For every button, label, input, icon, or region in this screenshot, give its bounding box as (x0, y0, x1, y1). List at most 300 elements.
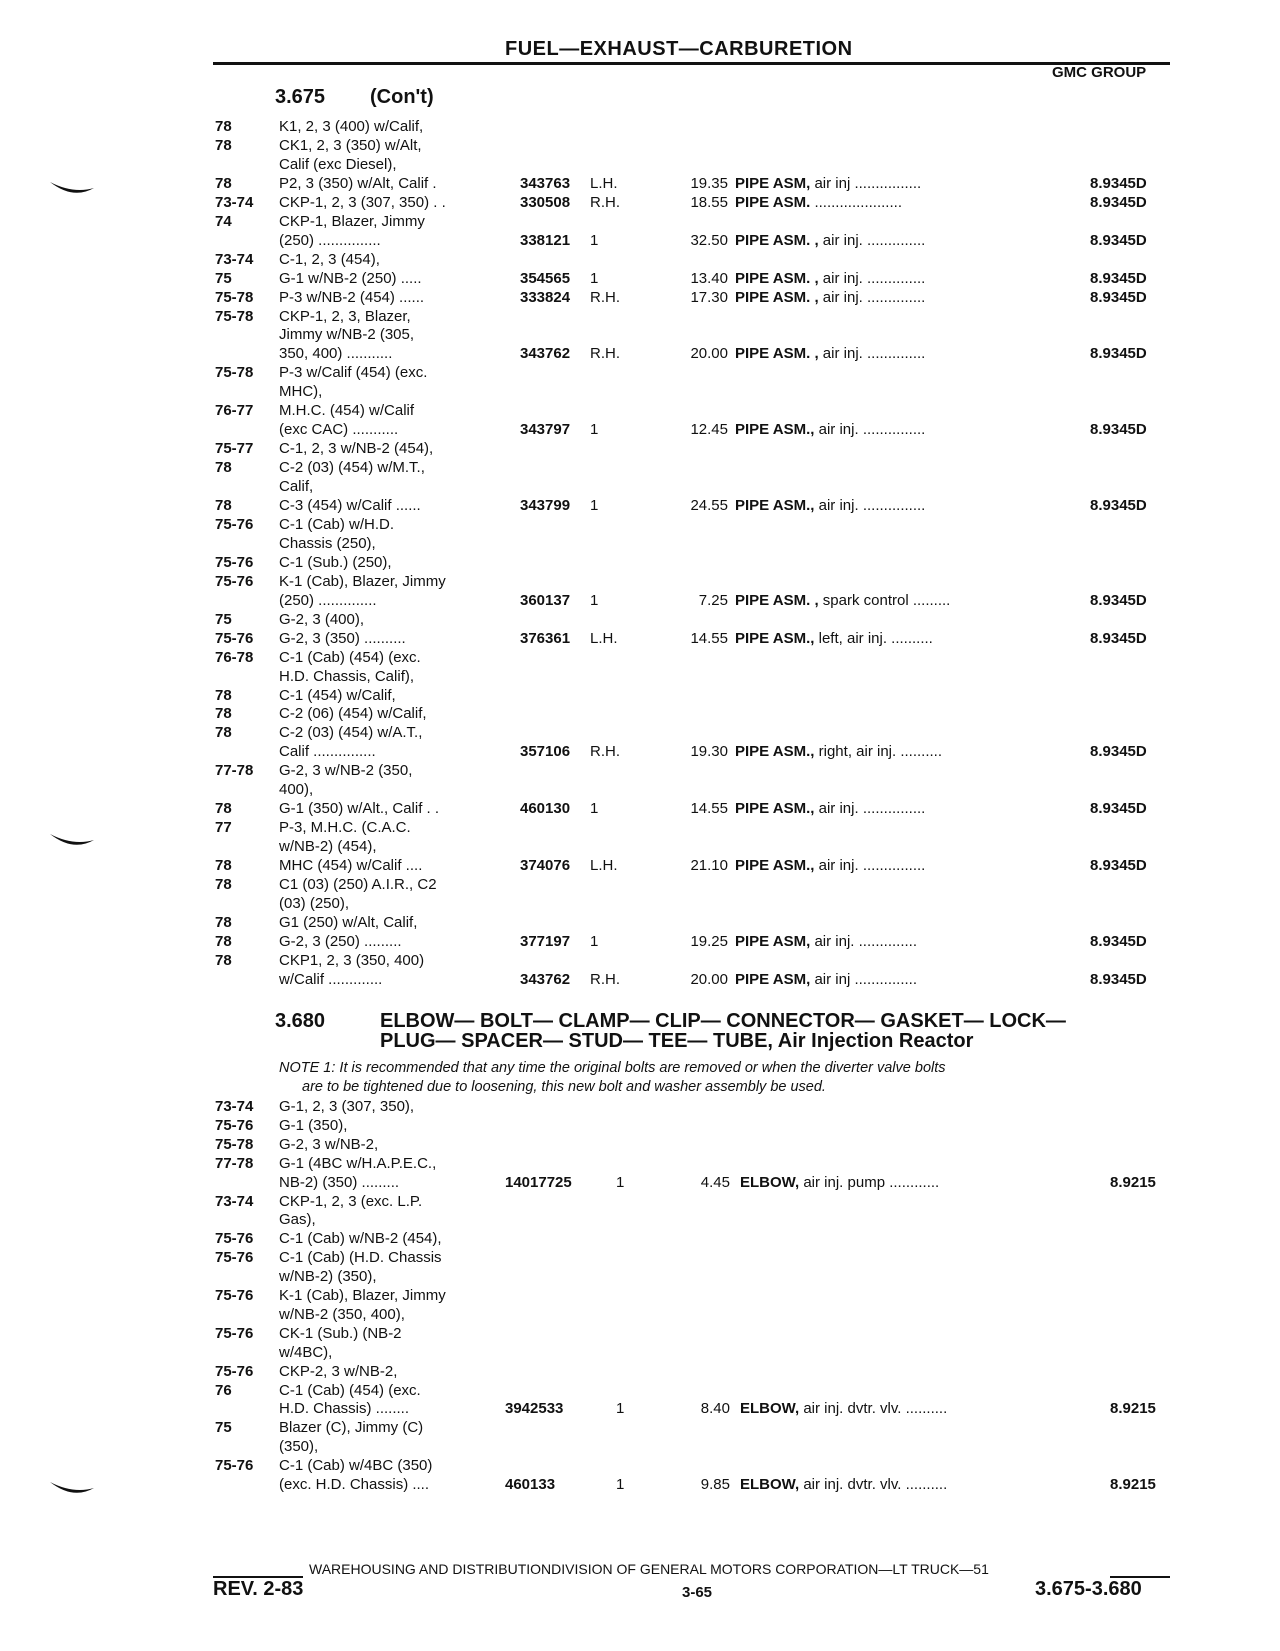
model-description: CKP-1, 2, 3 (exc. L.P. (279, 1192, 423, 1210)
model-description: P-3 w/Calif (454) (exc. (279, 364, 428, 382)
model-description: CKP-1, 2, 3 (307, 350) . . (279, 193, 446, 211)
model-description: P-3, M.H.C. (C.A.C. (279, 819, 411, 837)
catalog-row (0, 819, 1280, 839)
catalog-row (0, 1476, 1280, 1496)
part-description (735, 270, 925, 287)
part-detail: air inj. .............. (810, 932, 917, 950)
model-description: (exc CAC) ........... (279, 421, 399, 439)
model-description: G-2, 3 w/NB-2, (279, 1135, 379, 1153)
catalog-row (0, 251, 1280, 271)
part-price: 14.55 (690, 800, 728, 818)
part-quantity: 1 (590, 932, 599, 950)
part-description (735, 232, 925, 249)
catalog-row (0, 1098, 1280, 1118)
part-price: 7.25 (698, 591, 728, 609)
part-price: 21.10 (690, 857, 728, 875)
catalog-row (0, 497, 1280, 517)
part-description (735, 175, 921, 192)
model-year: 75-78 (215, 364, 254, 382)
group-code: 8.9345D (1090, 629, 1147, 647)
catalog-row (0, 1419, 1280, 1439)
catalog-row (0, 1363, 1280, 1383)
group-code: 8.9215 (1110, 1400, 1156, 1418)
footer-division: WAREHOUSING AND DISTRIBUTIONDIVISION OF GENERAL MOTORS CORPORATION—LT TRUCK—51 (309, 1561, 989, 1577)
model-year: 75-78 (215, 1135, 254, 1153)
model-year: 73-74 (215, 250, 254, 268)
model-description: (250) .............. (279, 591, 377, 609)
part-quantity: 1 (590, 497, 599, 514)
model-description: Blazer (C), Jimmy (C) (279, 1419, 424, 1437)
catalog-row (0, 137, 1280, 157)
part-name: PIPE ASM. (735, 193, 811, 211)
catalog-row (0, 1287, 1280, 1307)
part-price: 19.35 (690, 174, 728, 192)
part-number: 360137 (520, 591, 571, 609)
part-price: 19.25 (690, 932, 728, 950)
model-year: 78 (215, 951, 232, 969)
part-detail: air inj. ............... (814, 421, 926, 439)
group-code: 8.9345D (1090, 193, 1147, 211)
part-number: 460130 (520, 800, 571, 818)
model-description: CKP-1, 2, 3, Blazer, (279, 307, 411, 325)
part-price: 24.55 (690, 497, 728, 514)
part-quantity: 1 (590, 800, 599, 818)
model-year: 78 (215, 913, 232, 931)
model-year: 78 (215, 686, 232, 704)
catalog-row (0, 402, 1280, 422)
footer-revision: REV. 2-83 (213, 1578, 304, 1600)
part-quantity: R.H. (590, 743, 620, 761)
model-year: 75-76 (215, 1457, 254, 1475)
model-description: G1 (250) w/Alt, Calif, (279, 913, 418, 931)
part-name: PIPE ASM, (735, 932, 811, 950)
binder-mark (48, 830, 98, 852)
part-price: 17.30 (690, 288, 728, 306)
catalog-row (0, 705, 1280, 725)
group-code: 8.9215 (1110, 1476, 1156, 1493)
model-year: 76-78 (215, 648, 254, 666)
part-name: PIPE ASM. , (735, 591, 819, 609)
model-description: G-2, 3 w/NB-2 (350, (279, 762, 413, 780)
part-detail: air inj ................ (810, 174, 922, 192)
part-name: PIPE ASM., (735, 421, 815, 439)
part-quantity: L.H. (590, 174, 618, 192)
part-description (735, 743, 942, 760)
catalog-row (0, 308, 1280, 328)
model-description: w/NB-2) (350), (279, 1268, 377, 1286)
note-line-1: NOTE 1: It is recommended that any time the original bolts are removed or when the diverter valve bolts (279, 1060, 946, 1076)
part-number: 14017725 (505, 1173, 572, 1191)
part-detail: air inj. .............. (818, 231, 926, 249)
model-description: G-1, 2, 3 (307, 350), (279, 1098, 415, 1115)
model-description: w/NB-2) (454), (279, 838, 377, 856)
model-year: 78 (215, 459, 232, 477)
model-year: 78 (215, 136, 232, 154)
catalog-row (0, 1306, 1280, 1326)
model-year: 78 (215, 932, 232, 950)
group-code: 8.9345D (1090, 345, 1147, 363)
model-year: 74 (215, 212, 232, 230)
part-quantity: 1 (616, 1173, 625, 1191)
group-code: 8.9345D (1090, 970, 1147, 988)
part-quantity: L.H. (590, 629, 618, 647)
catalog-row (0, 857, 1280, 877)
binder-mark (48, 178, 98, 200)
part-number: 338121 (520, 231, 571, 249)
model-description: w/Calif ............. (279, 970, 383, 988)
catalog-row (0, 1382, 1280, 1402)
part-description (735, 194, 902, 211)
model-description: C-3 (454) w/Calif ...... (279, 497, 421, 514)
catalog-row (0, 1268, 1280, 1288)
catalog-row (0, 289, 1280, 309)
part-detail: ..................... (810, 193, 902, 211)
part-price: 18.55 (690, 193, 728, 211)
group-code: 8.9345D (1090, 174, 1147, 192)
catalog-row (0, 1344, 1280, 1364)
part-number: 377197 (520, 932, 571, 950)
catalog-row (0, 762, 1280, 782)
model-year: 78 (215, 876, 232, 893)
part-name: PIPE ASM., (735, 800, 815, 818)
part-quantity: R.H. (590, 193, 620, 211)
model-year: 75-78 (215, 288, 254, 306)
group-code: 8.9345D (1090, 497, 1147, 514)
part-name: ELBOW, (740, 1476, 800, 1493)
part-quantity: R.H. (590, 288, 620, 306)
part-name: ELBOW, (740, 1173, 800, 1191)
catalog-row (0, 971, 1280, 991)
catalog-row (0, 668, 1280, 688)
model-description: MHC (454) w/Calif .... (279, 857, 423, 875)
model-description: C-2 (03) (454) w/M.T., (279, 459, 425, 477)
model-year: 75-76 (215, 1230, 254, 1248)
part-quantity: L.H. (590, 857, 618, 875)
model-description: Gas), (279, 1211, 316, 1229)
model-description: Calif, (279, 478, 314, 496)
model-description: (250) ............... (279, 231, 381, 249)
part-number: 354565 (520, 269, 571, 287)
catalog-row (0, 1155, 1280, 1175)
catalog-row (0, 649, 1280, 669)
model-year: 75-76 (215, 572, 254, 590)
model-description: C-1 (Cab) (454) (exc. (279, 648, 421, 666)
catalog-row (0, 118, 1280, 138)
part-number: 333824 (520, 288, 571, 306)
part-detail: right, air inj. .......... (814, 743, 943, 761)
catalog-row (0, 459, 1280, 479)
part-price: 32.50 (690, 231, 728, 249)
model-description: H.D. Chassis) ........ (279, 1400, 410, 1418)
model-description: Calif (exc Diesel), (279, 155, 397, 173)
part-name: PIPE ASM. , (735, 269, 819, 287)
group-code: 8.9345D (1090, 288, 1147, 306)
part-name: PIPE ASM., (735, 857, 815, 875)
part-description (735, 289, 925, 306)
model-year: 73-74 (215, 193, 254, 211)
catalog-row (0, 630, 1280, 650)
model-year: 76 (215, 1381, 232, 1399)
part-name: PIPE ASM. , (735, 345, 819, 363)
model-description: C-1 (Cab) w/4BC (350) (279, 1457, 433, 1475)
part-detail: air inj. pump ............ (799, 1173, 940, 1191)
part-description (735, 345, 925, 362)
binder-mark (48, 1478, 98, 1500)
model-year: 75-76 (215, 1116, 254, 1134)
model-description: K-1 (Cab), Blazer, Jimmy (279, 1287, 446, 1304)
part-price: 19.30 (690, 743, 728, 761)
catalog-row (0, 743, 1280, 763)
catalog-row (0, 914, 1280, 934)
model-year: 75-76 (215, 1362, 254, 1380)
part-price: 20.00 (690, 970, 728, 988)
catalog-row (0, 1438, 1280, 1458)
model-year: 77 (215, 819, 232, 837)
part-number: 343762 (520, 345, 571, 363)
catalog-row (0, 1249, 1280, 1269)
catalog-row (0, 1400, 1280, 1420)
part-quantity: R.H. (590, 970, 620, 988)
part-name: PIPE ASM. , (735, 288, 819, 306)
catalog-row (0, 895, 1280, 915)
model-description: 350, 400) ........... (279, 345, 393, 363)
model-year: 75-76 (215, 629, 254, 647)
model-description: w/4BC), (279, 1343, 333, 1361)
group-label: GMC GROUP (1052, 64, 1147, 81)
model-description: CK-1 (Sub.) (NB-2 (279, 1324, 402, 1342)
part-description (735, 933, 917, 950)
part-description (740, 1400, 947, 1417)
model-description: CKP-1, Blazer, Jimmy (279, 212, 425, 230)
model-year: 78 (215, 174, 232, 192)
group-code: 8.9345D (1090, 932, 1147, 950)
part-detail: air inj. ............... (814, 857, 926, 875)
model-description: 400), (279, 781, 314, 799)
catalog-row (0, 724, 1280, 744)
model-description: C-1 (Cab) (H.D. Chassis (279, 1249, 442, 1267)
part-price: 14.55 (690, 629, 728, 647)
part-quantity: 1 (590, 591, 599, 609)
group-code: 8.9345D (1090, 269, 1147, 287)
model-description: P2, 3 (350) w/Alt, Calif . (279, 174, 437, 192)
catalog-row (0, 1193, 1280, 1213)
part-name: PIPE ASM, (735, 174, 811, 192)
model-description: C-1 (Cab) w/NB-2 (454), (279, 1230, 442, 1248)
part-number: 343799 (520, 497, 571, 514)
catalog-row (0, 516, 1280, 536)
catalog-row (0, 478, 1280, 498)
part-description (735, 592, 950, 609)
section-number: 3.675 (275, 86, 326, 108)
catalog-row (0, 213, 1280, 233)
model-year: 78 (215, 497, 232, 514)
model-description: Chassis (250), (279, 534, 376, 552)
model-year: 73-74 (215, 1098, 254, 1115)
section-number: 3.680 (275, 1010, 326, 1032)
model-year: 75-76 (215, 1324, 254, 1342)
catalog-row (0, 1174, 1280, 1194)
model-description: C-1 (Cab) (454) (exc. (279, 1381, 421, 1399)
model-description: MHC), (279, 383, 323, 401)
catalog-row (0, 156, 1280, 176)
model-description: K-1 (Cab), Blazer, Jimmy (279, 572, 446, 590)
model-description: CK1, 2, 3 (350) w/Alt, (279, 136, 422, 154)
part-number: 343797 (520, 421, 571, 439)
section-heading-line2: PLUG— SPACER— STUD— TEE— TUBE, Air Injection Reactor (380, 1030, 974, 1052)
part-name: PIPE ASM. , (735, 231, 819, 249)
part-name: PIPE ASM., (735, 743, 815, 761)
catalog-row (0, 232, 1280, 252)
part-price: 4.45 (700, 1173, 730, 1191)
model-description: M.H.C. (454) w/Calif (279, 402, 415, 420)
part-detail: air inj. .............. (818, 269, 926, 287)
model-description: C-1 (Sub.) (250), (279, 553, 392, 571)
model-description: K1, 2, 3 (400) w/Calif, (279, 118, 424, 135)
model-year: 77-78 (215, 1154, 254, 1172)
catalog-row (0, 838, 1280, 858)
part-description (735, 800, 925, 817)
model-description: G-1 (350) w/Alt., Calif . . (279, 800, 440, 818)
model-year: 75 (215, 269, 232, 287)
model-description: G-2, 3 (250) ......... (279, 932, 402, 950)
model-description: G-2, 3 (350) .......... (279, 629, 406, 647)
part-number: 3942533 (505, 1400, 564, 1418)
model-year: 75-76 (215, 1249, 254, 1267)
part-number: 374076 (520, 857, 571, 875)
catalog-row (0, 421, 1280, 441)
catalog-row (0, 876, 1280, 896)
catalog-row (0, 933, 1280, 953)
model-year: 78 (215, 800, 232, 818)
model-year: 78 (215, 705, 232, 723)
model-description: Jimmy w/NB-2 (305, (279, 326, 415, 344)
part-quantity: R.H. (590, 345, 620, 363)
page-title: FUEL—EXHAUST—CARBURETION (505, 38, 853, 60)
catalog-row (0, 952, 1280, 972)
model-year: 75-77 (215, 440, 254, 458)
catalog-row (0, 175, 1280, 195)
group-code: 8.9345D (1090, 231, 1147, 249)
model-description: w/NB-2 (350, 400), (279, 1305, 405, 1323)
catalog-row (0, 440, 1280, 460)
model-year: 75-76 (215, 553, 254, 571)
part-price: 8.40 (700, 1400, 730, 1418)
catalog-row (0, 611, 1280, 631)
part-detail: air inj. ............... (814, 497, 926, 514)
section-heading-line1: ELBOW— BOLT— CLAMP— CLIP— CONNECTOR— GASKET— LOCK— (380, 1010, 1066, 1032)
part-description (740, 1174, 939, 1191)
model-description: NB-2) (350) ......... (279, 1173, 400, 1191)
footer-page-number: 3-65 (682, 1584, 713, 1601)
part-description (735, 971, 917, 988)
part-name: PIPE ASM., (735, 497, 815, 514)
part-detail: air inj. ............... (814, 800, 926, 818)
part-detail: air inj. .............. (818, 345, 926, 363)
model-year: 78 (215, 857, 232, 875)
header-rule (213, 62, 1170, 65)
part-name: PIPE ASM., (735, 629, 815, 647)
model-year: 75-78 (215, 307, 254, 325)
part-detail: spark control ......... (818, 591, 951, 609)
part-number: 460133 (505, 1476, 556, 1493)
part-detail: air inj. dvtr. vlv. .......... (799, 1400, 948, 1418)
catalog-row (0, 194, 1280, 214)
part-detail: air inj ............... (810, 970, 917, 988)
model-description: Calif ............... (279, 743, 376, 761)
model-description: C-2 (06) (454) w/Calif, (279, 705, 427, 723)
catalog-row (0, 1457, 1280, 1477)
model-year: 76-77 (215, 402, 254, 420)
model-description: C1 (03) (250) A.I.R., C2 (279, 876, 437, 893)
model-description: G-1 (4BC w/H.A.P.E.C., (279, 1154, 437, 1172)
model-description: C-1 (454) w/Calif, (279, 686, 396, 704)
note-line-2: are to be tightened due to loosening, this new bolt and washer assembly be used. (302, 1079, 826, 1095)
model-year: 78 (215, 118, 232, 135)
model-year: 75-76 (215, 1287, 254, 1304)
catalog-row (0, 687, 1280, 707)
model-description: CKP-2, 3 w/NB-2, (279, 1362, 398, 1380)
part-price: 13.40 (690, 269, 728, 287)
model-description: (350), (279, 1438, 319, 1456)
section-heading: (Con't) (370, 86, 434, 108)
model-description: C-1, 2, 3 (454), (279, 250, 380, 268)
model-description: C-2 (03) (454) w/A.T., (279, 724, 423, 742)
model-description: P-3 w/NB-2 (454) ...... (279, 288, 425, 306)
catalog-row (0, 1230, 1280, 1250)
model-description: C-1 (Cab) w/H.D. (279, 515, 395, 533)
group-code: 8.9345D (1090, 743, 1147, 761)
catalog-row (0, 1136, 1280, 1156)
catalog-row (0, 326, 1280, 346)
part-number: 343762 (520, 970, 571, 988)
model-description: (exc. H.D. Chassis) .... (279, 1476, 430, 1493)
part-description (735, 497, 925, 514)
part-description (740, 1476, 947, 1493)
part-name: PIPE ASM, (735, 970, 811, 988)
part-number: 357106 (520, 743, 571, 761)
catalog-row (0, 1117, 1280, 1137)
part-price: 12.45 (690, 421, 728, 439)
group-code: 8.9345D (1090, 591, 1147, 609)
catalog-row (0, 800, 1280, 820)
model-description: H.D. Chassis, Calif), (279, 667, 415, 685)
model-year: 78 (215, 724, 232, 742)
part-number: 343763 (520, 174, 571, 192)
model-year: 73-74 (215, 1192, 254, 1210)
group-code: 8.9345D (1090, 857, 1147, 875)
model-description: C-1, 2, 3 w/NB-2 (454), (279, 440, 434, 458)
catalog-row (0, 345, 1280, 365)
catalog-row (0, 1325, 1280, 1345)
catalog-row (0, 383, 1280, 403)
part-price: 9.85 (700, 1476, 730, 1493)
part-description (735, 421, 925, 438)
part-detail: left, air inj. .......... (814, 629, 933, 647)
group-code: 8.9345D (1090, 800, 1147, 818)
catalog-row (0, 270, 1280, 290)
part-description (735, 630, 933, 647)
model-description: G-1 (350), (279, 1116, 348, 1134)
catalog-row (0, 781, 1280, 801)
model-description: (03) (250), (279, 894, 350, 912)
model-description: G-2, 3 (400), (279, 610, 365, 628)
catalog-row (0, 573, 1280, 593)
group-code: 8.9345D (1090, 421, 1147, 439)
catalog-row (0, 364, 1280, 384)
part-detail: air inj. .............. (818, 288, 926, 306)
part-quantity: 1 (590, 231, 599, 249)
footer-range: 3.675-3.680 (1035, 1578, 1142, 1600)
